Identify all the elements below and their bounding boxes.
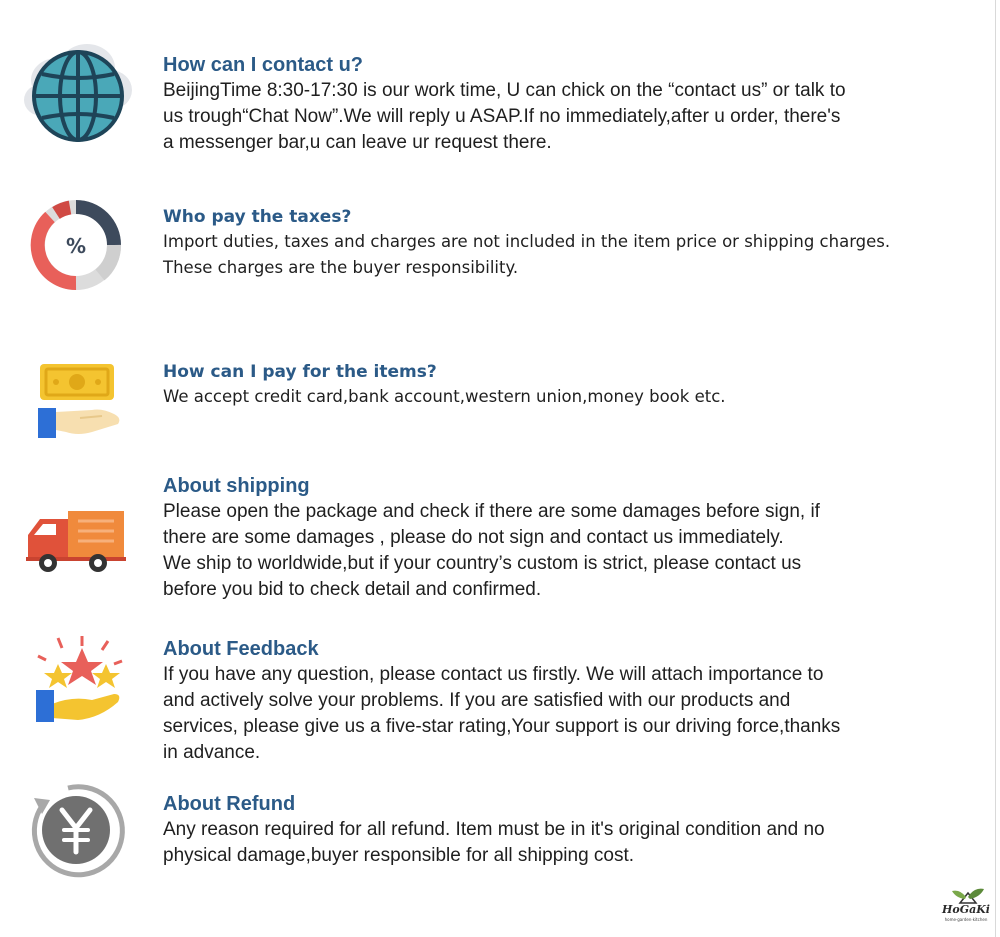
section-line: Please open the package and check if there are some damages before sign, if: [163, 501, 820, 522]
section-line: in advance.: [163, 742, 261, 763]
section-line: physical damage,buyer responsible for all shipping cost.: [163, 845, 635, 866]
money-hand-icon: [22, 352, 132, 462]
section-heading: About Feedback: [163, 638, 319, 660]
section-heading: About shipping: [163, 475, 310, 497]
section-line: These charges are the buyer responsibility.: [163, 258, 519, 277]
section-line: there are some damages , please do not sign and contact us immediately.: [163, 527, 784, 548]
truck-icon: [22, 495, 132, 605]
section-heading: How can I contact u?: [163, 54, 364, 76]
section-heading: How can I pay for the items?: [163, 362, 437, 382]
brand-logo: [938, 887, 994, 923]
section-line: a messenger bar,u can leave ur request there.: [163, 132, 552, 153]
section-line: We accept credit card,bank account,western union,money book etc.: [163, 387, 726, 406]
section-heading: Who pay the taxes?: [163, 207, 352, 227]
section-line: us trough“Chat Now”.We will reply u ASAP.If no immediately,after u order, there's: [163, 106, 841, 127]
section-line: Any reason required for all refund. Item must be in it's original condition and no: [163, 819, 825, 840]
logo-name: HoGaKi: [942, 903, 990, 916]
logo-tagline: home·garden·kitchen: [944, 917, 988, 922]
section-line: and actively solve your problems. If you are satisfied with our products and: [163, 690, 791, 711]
section-line: before you bid to check detail and confirmed.: [163, 579, 542, 600]
percent-donut-icon: [22, 193, 132, 303]
section-line: Import duties, taxes and charges are not included in the item price or shipping charges.: [163, 232, 891, 251]
yen-refund-icon: [22, 782, 132, 892]
section-line: BeijingTime 8:30-17:30 is our work time, U can chick on the “contact us” or talk to: [163, 80, 846, 101]
stars-hand-icon: [22, 634, 132, 744]
section-line: We ship to worldwide,but if your country’s custom is strict, please contact us: [163, 553, 802, 574]
section-line: If you have any question, please contact us firstly. We will attach importance to: [163, 664, 824, 685]
globe-icon: [22, 38, 132, 148]
right-border: [995, 0, 996, 937]
section-line: services, please give us a five-star rating,Your support is our driving force,thanks: [163, 716, 841, 737]
svg-text:%: %: [65, 234, 87, 258]
section-heading: About Refund: [163, 793, 296, 815]
